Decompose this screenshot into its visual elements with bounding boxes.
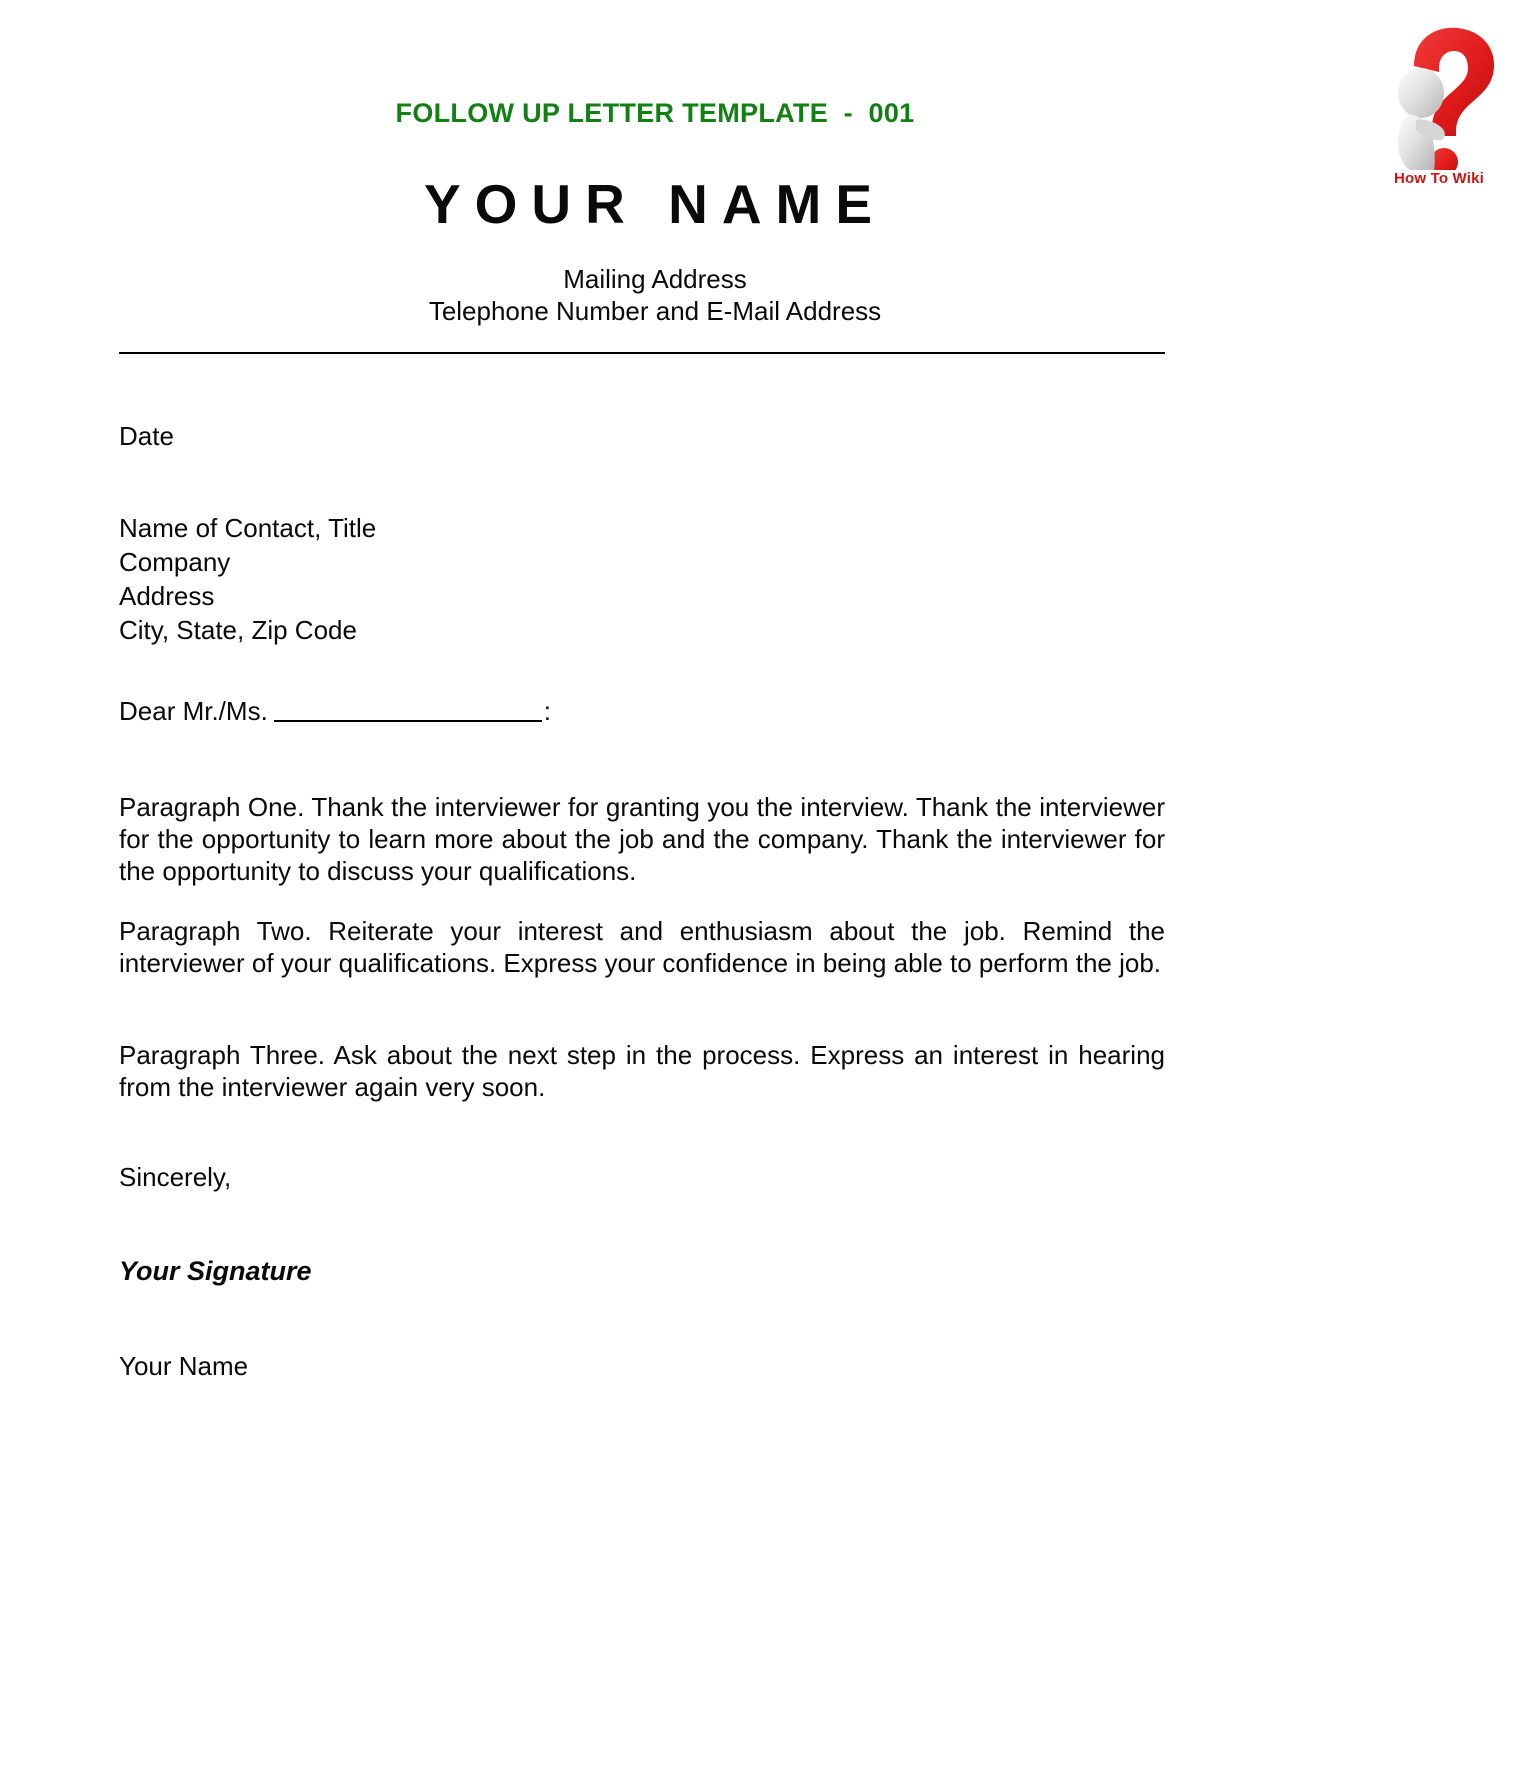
how-to-wiki-logo (1364, 18, 1514, 203)
closing-line: Sincerely, (119, 1162, 232, 1192)
page-title: YOUR NAME (423, 173, 887, 235)
paragraph-three: Paragraph Three. Ask about the next step in the process. Express an interest in hearing from the interviewer again very soon. (119, 1040, 1165, 1102)
recipient-line-company: Company (119, 547, 231, 577)
salutation (119, 696, 551, 727)
date-label: Date (119, 421, 174, 451)
paragraph-two: Paragraph Two. Reiterate your interest and enthusiasm about the job. Remind the interviewer of your qualifications. Express your confidence in being able to perform the job. (119, 916, 1165, 978)
salutation-suffix: : (543, 696, 552, 726)
salutation-blank-field[interactable] (274, 698, 542, 722)
signature-name-line: Your Name (119, 1351, 249, 1381)
logo-caption: How To Wiki (1393, 170, 1485, 187)
recipient-line-name: Name of Contact, Title (119, 513, 377, 543)
signature-line: Your Signature (119, 1256, 312, 1286)
template-title: FOLLOW UP LETTER TEMPLATE - 001 (395, 98, 915, 128)
telephone-email-line: Telephone Number and E-Mail Address (428, 296, 882, 326)
header-divider (119, 352, 1165, 354)
recipient-address-block (119, 511, 376, 647)
question-mark-with-figure-icon (1364, 18, 1514, 170)
mailing-address-line: Mailing Address (563, 264, 747, 294)
recipient-line-address: Address (119, 581, 215, 611)
recipient-line-city: City, State, Zip Code (119, 615, 357, 645)
salutation-prefix: Dear Mr./Ms. (119, 696, 268, 726)
paragraph-one: Paragraph One. Thank the interviewer for granting you the interview. Thank the interviewer for the opportunity to learn more about the job and the company. Thank the interviewer for the opportunity to discuss your qualifications. (119, 792, 1165, 886)
